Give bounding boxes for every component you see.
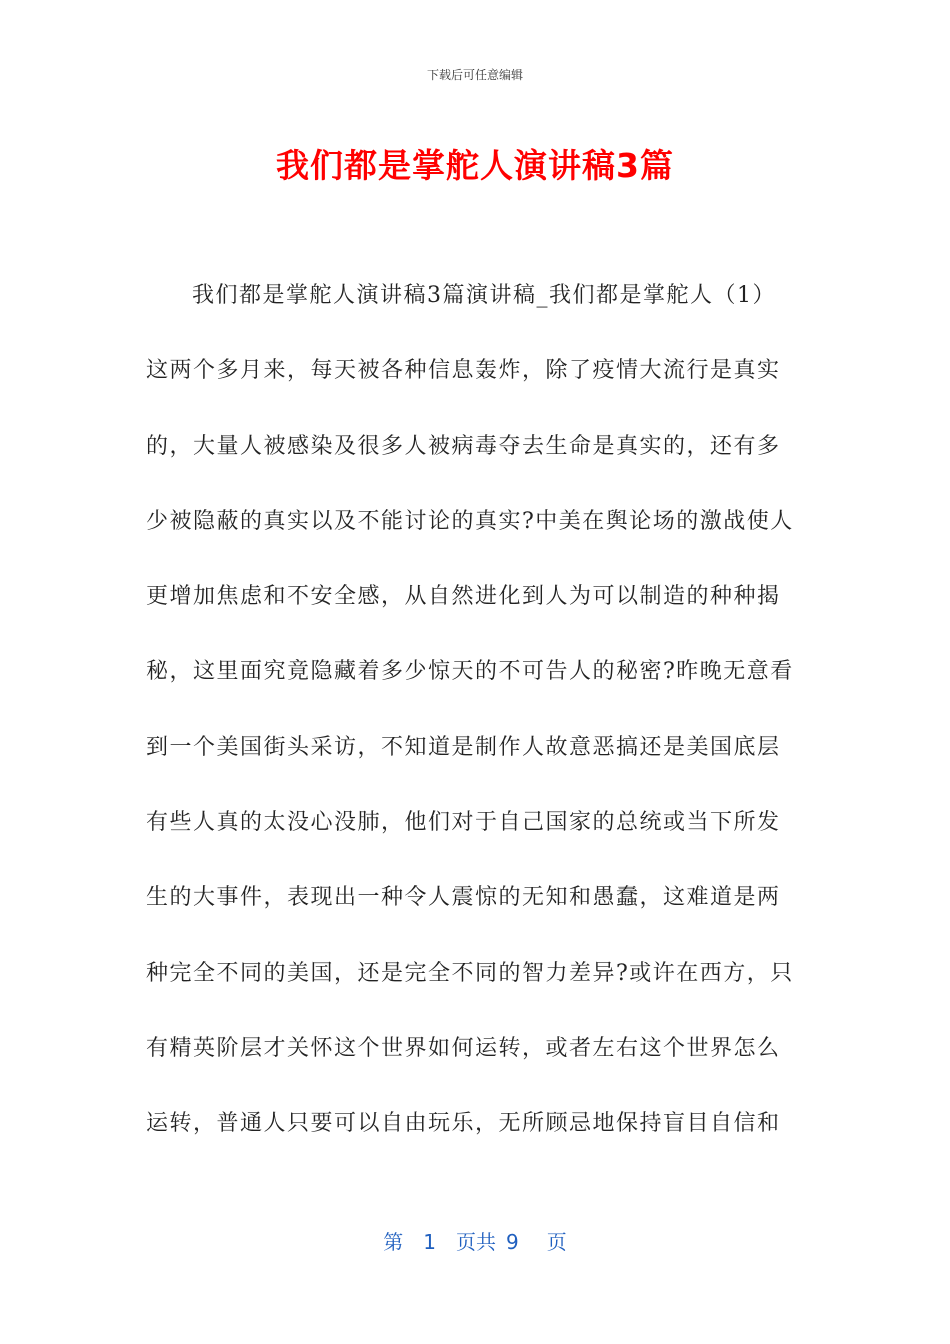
body-line: 种完全不同的美国，还是完全不同的智力差异?或许在西方，只 [146,960,794,986]
page-footer [0,1226,950,1255]
body-line: 少被隐蔽的真实以及不能讨论的真实?中美在舆论场的激战使人 [146,508,794,534]
body-line: 生的大事件，表现出一种令人震惊的无知和愚蠢，这难道是两 [146,885,781,911]
footer-page-prefix: 第 [383,1230,404,1254]
document-title: 我们都是掌舵人演讲稿3篇 [276,146,674,185]
footer-page-suffix: 页 [546,1230,567,1254]
body-line: 运转，普通人只要可以自由玩乐，无所顾忌地保持盲目自信和 [146,1111,781,1137]
header-note: 下载后可任意编辑 [426,68,523,82]
body-line: 到一个美国街头采访，不知道是制作人故意恶搞还是美国底层 [146,734,781,760]
body-line: 我们都是掌舵人演讲稿3篇演讲稿_我们都是掌舵人（1） [192,283,776,308]
body-line: 的，大量人被感染及很多人被病毒夺去生命是真实的，还有多 [146,433,781,459]
body-line: 秘，这里面究竟隐藏着多少惊天的不可告人的秘密?昨晚无意看 [146,659,794,685]
footer-page-mid: 页共 [456,1230,496,1254]
footer-current-page: 1 [423,1230,436,1254]
body-line: 更增加焦虑和不安全感，从自然进化到人为可以制造的种种揭 [146,584,781,610]
body-line: 有些人真的太没心没肺，他们对于自己国家的总统或当下所发 [146,810,781,836]
document-body [146,276,826,1180]
body-line: 有精英阶层才关怀这个世界如何运转，或者左右这个世界怎么 [146,1035,781,1061]
footer-total-pages: 9 [506,1230,519,1254]
body-line: 这两个多月来，每天被各种信息轰炸，除了疫情大流行是真实 [146,358,781,384]
